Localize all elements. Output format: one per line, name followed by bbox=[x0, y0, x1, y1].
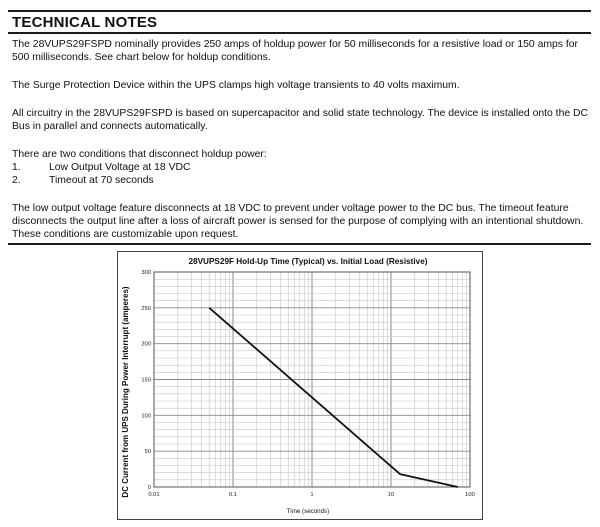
list-item-number: 1. bbox=[12, 162, 21, 173]
bottom-rule bbox=[8, 243, 591, 245]
chart-ticks bbox=[141, 270, 475, 498]
section-title: TECHNICAL NOTES bbox=[12, 14, 158, 31]
x-tick-label: 0.1 bbox=[228, 492, 238, 498]
circuitry-paragraph: All circuitry in the 28VUPS29FSPD is based on supercapacitor and solid state technology. The device is installed onto the DC Bus in parallel and connects automatically. bbox=[12, 108, 589, 132]
list-item-text: Timeout at 70 seconds bbox=[49, 175, 154, 186]
y-tick-label: 250 bbox=[141, 305, 151, 312]
list-item-text: Low Output Voltage at 18 VDC bbox=[49, 162, 191, 173]
list-item bbox=[12, 161, 191, 174]
chart-title: 28VUPS29F Hold-Up Time (Typical) vs. Initial Load (Resistive) bbox=[188, 257, 428, 266]
y-tick-label: 50 bbox=[144, 449, 151, 456]
x-tick-label: 10 bbox=[387, 492, 395, 498]
x-tick-label: 1 bbox=[310, 492, 314, 498]
chart-svg bbox=[118, 252, 482, 519]
chart-x-axis-label: Time (seconds) bbox=[286, 508, 330, 515]
list-item-number: 2. bbox=[12, 175, 21, 186]
list-item bbox=[12, 174, 191, 187]
top-rule bbox=[8, 10, 591, 12]
holdup-chart bbox=[117, 251, 483, 520]
surge-paragraph: The Surge Protection Device within the UPS clamps high voltage transients to 40 volts maximum. bbox=[12, 80, 460, 91]
chart-grid bbox=[154, 272, 470, 487]
y-tick-label: 100 bbox=[141, 413, 151, 420]
y-tick-label: 300 bbox=[141, 270, 151, 276]
conditions-list bbox=[12, 161, 191, 187]
y-tick-label: 150 bbox=[141, 377, 151, 384]
disconnect-paragraph: The low output voltage feature disconnects at 18 VDC to prevent under voltage power to the DC bus. The timeout feature disconnects the output line after a loss of aircraft power is sensed for the purpose of complying with an intentional shutdown. These conditions are customizable upon request. bbox=[12, 203, 584, 240]
chart-series bbox=[209, 308, 458, 487]
x-tick-label: 100 bbox=[465, 492, 475, 498]
y-tick-label: 0 bbox=[147, 485, 151, 491]
conditions-intro: There are two conditions that disconnect holdup power: bbox=[12, 149, 267, 160]
chart-y-axis-label: DC Current from UPS During Power Interrupt (amperes) bbox=[121, 286, 130, 498]
holdup-paragraph: The 28VUPS29FSPD nominally provides 250 amps of holdup power for 50 milliseconds for a resistive load or 150 amps for 500 milliseconds. See chart below for holdup conditions. bbox=[12, 39, 578, 63]
x-tick-label: 0.01 bbox=[148, 492, 160, 498]
y-tick-label: 200 bbox=[141, 341, 151, 348]
title-underline bbox=[8, 32, 591, 34]
series-line bbox=[209, 308, 458, 487]
